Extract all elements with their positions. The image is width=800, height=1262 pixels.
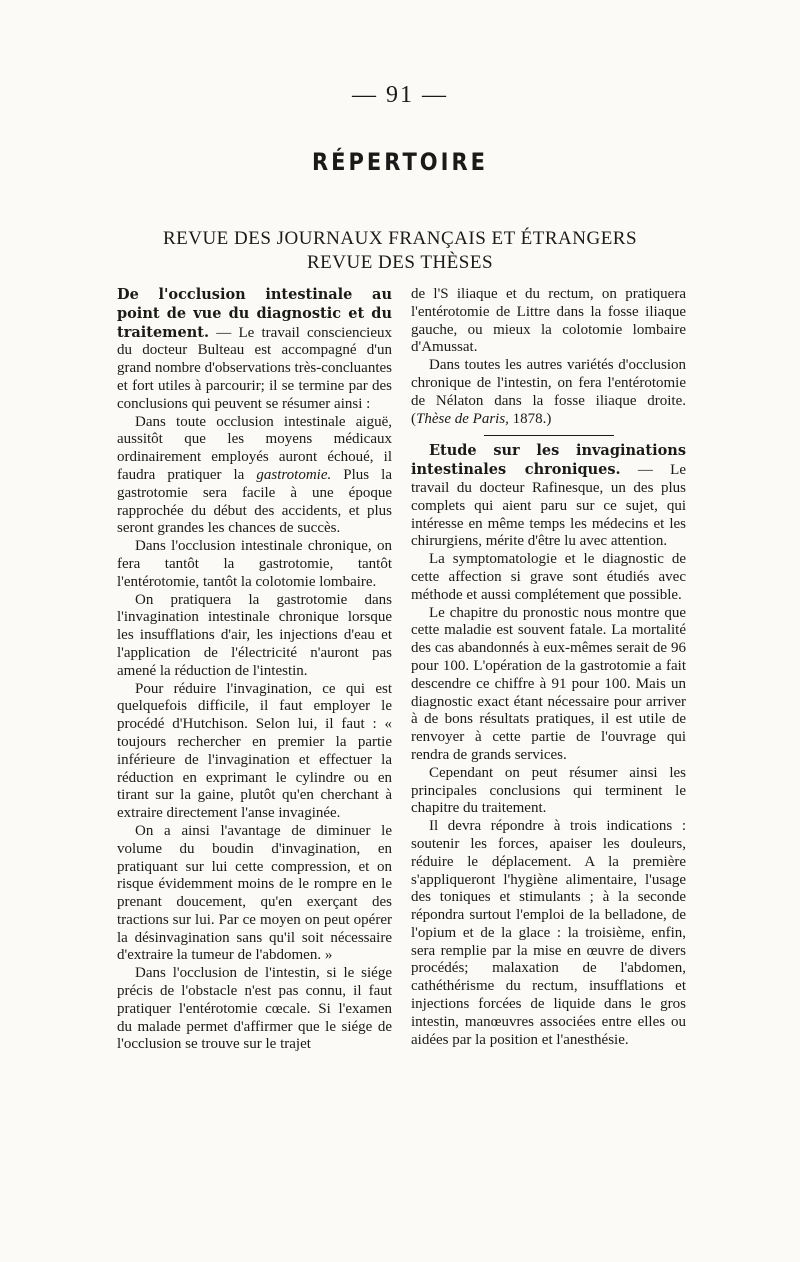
article2-paragraph-3: Le chapitre du pronostic nous montre que cette maladie est souvent fatale. La mortalité des cas abandonnés à eux-mêmes serait de 96 pour 100. L'opération de la gastrotomie a fait descendre ce chiffre à 91 pour 100. Mais un diagnostic exact étant nécessaire pour arriver à de bons résultats pratiques, il est utile de renvoyer à cette partie de l'ouvrage qui rendra de grands services. [411,604,686,763]
page-number: — 91 — [352,82,448,108]
article1-paragraph-7: Dans l'occlusion de l'intestin, si le siége précis de l'obstacle n'est pas connu, il faut pratiquer l'entérotomie cœcale. Si l'examen du malade permet d'affirmer que le siége de l'occlusion se trouve sur le trajet [117,965,392,1053]
article2-paragraph-5: Il devra répondre à trois indications : soutenir les forces, apaiser les douleurs, réduire le déplacement. A la première s'appliqueront l'hygiène alimentaire, l'usage des toniques et stimulants ; à la seconde répondra surtout l'emploi de la belladone, de l'opium et de la glace : la troisième, enfin, sera remplie par la mise en œuvre de divers procédés; malaxation de l'abdomen, cathéthérisme du rectum, insufflations et injections forcées de liquide dans le gros intestin, manœuvres associées entre elles ou aidées par la position et l'anesthésie. [411,818,686,1048]
article1-paragraph-4: On pratiquera la gastrotomie dans l'invagination intestinale chronique lorsque les insufflations d'air, les injections d'eau et l'application de l'électricité n'auront pas amené la réduction de l'intestin. [117,591,392,679]
article1-title: De l'occlusion intestinale au point de vue du diagnostic et du traitement. [117,286,392,341]
article2-title: Etude sur les invaginations intestinales chroniques. [411,442,686,479]
article1-paragraph-3: Dans l'occlusion intestinale chronique, on fera tantôt la gastrotomie, tantôt l'entérotomie, tantôt la colotomie lombaire. [117,538,392,590]
section-title: RÉPERTOIRE [312,148,488,176]
article-separator [484,435,614,436]
article2-paragraph-4: Cependant on peut résumer ainsi les principales conclusions qui terminent le chapitre du traitement. [411,764,686,817]
article1-p9-text: Dans toutes les autres variétés d'occlusion chronique de l'intestin, on fera l'entérotomie de Nélaton dans la fosse iliaque droite. ( [411,357,686,427]
right-column [411,286,686,1049]
article1-paragraph-8: de l'S iliaque et du rectum, on pratiquera l'entérotomie de Littre dans la fosse iliaque gauche, ou mieux la colotomie lombaire d'Amussat. [411,286,686,356]
article1-paragraph-1: — Le travail consciencieux du docteur Bulteau est accompagné d'un grand nombre d'observations très-concluantes et fort utiles à parcourir; il se termine par des conclusions qui peuvent se résumer ainsi : [117,324,392,412]
left-column [117,286,392,1054]
article2-paragraph-2: La symptomatologie et le diagnostic de cette affection si grave sont étudiés avec méthode et aussi complétement que possible. [411,551,686,603]
article1-p2-text: Dans toute occlusion intestinale aiguë, aussitôt que les moyens médicaux ordinairement employés auront échoué, il faudra pratiquer la [117,413,392,483]
article1-p2-text-end: Plus la gastrotomie sera facile à une époque rapprochée du début des accidents, et plus seront grandes les chances de succès. [117,466,392,537]
article1-citation-year: 1878.) [508,410,552,427]
article1-paragraph-5: Pour réduire l'invagination, ce qui est quelquefois difficile, il faut employer le procédé d'Hutchison. Selon lui, il faut : « toujours rechercher en premier la partie inférieure de l'invagination et effectuer la réduction en exprimant le cylindre ou en tirant sur la gaine, plutôt qu'en cherchant à extraire directement l'anse invaginée. [117,680,392,822]
article1-intro [117,286,392,414]
article1-paragraph-6: On a ainsi l'avantage de diminuer le volume du boudin d'invagination, en pratiquant sur lui cette compression, et on risque évidemment moins de le rompre en le prenant doucement, qu'en exerçant des tractions sur lui. Par ce moyen on peut opérer la désinvagination sans qu'il soit nécessaire d'extraire la tumeur de l'abdomen. » [117,822,392,964]
article2-intro [411,442,686,551]
thesis-review-heading: REVUE DES THÈSES [306,252,494,273]
article1-paragraph-2 [117,414,392,539]
article1-citation: Thèse de Paris, [416,410,509,427]
article1-paragraph-9 [411,357,686,428]
article1-p2-emphasis: gastrotomie. [256,466,332,483]
journal-review-heading: REVUE DES JOURNAUX FRANÇAIS ET ÉTRANGERS [162,228,638,249]
article2-paragraph-1: — Le travail du docteur Rafinesque, un des plus complets qui aient paru sur ce sujet, qui intéresse en même temps les médecins et les chirurgiens, mérite d'être lu avec attention. [411,462,686,550]
